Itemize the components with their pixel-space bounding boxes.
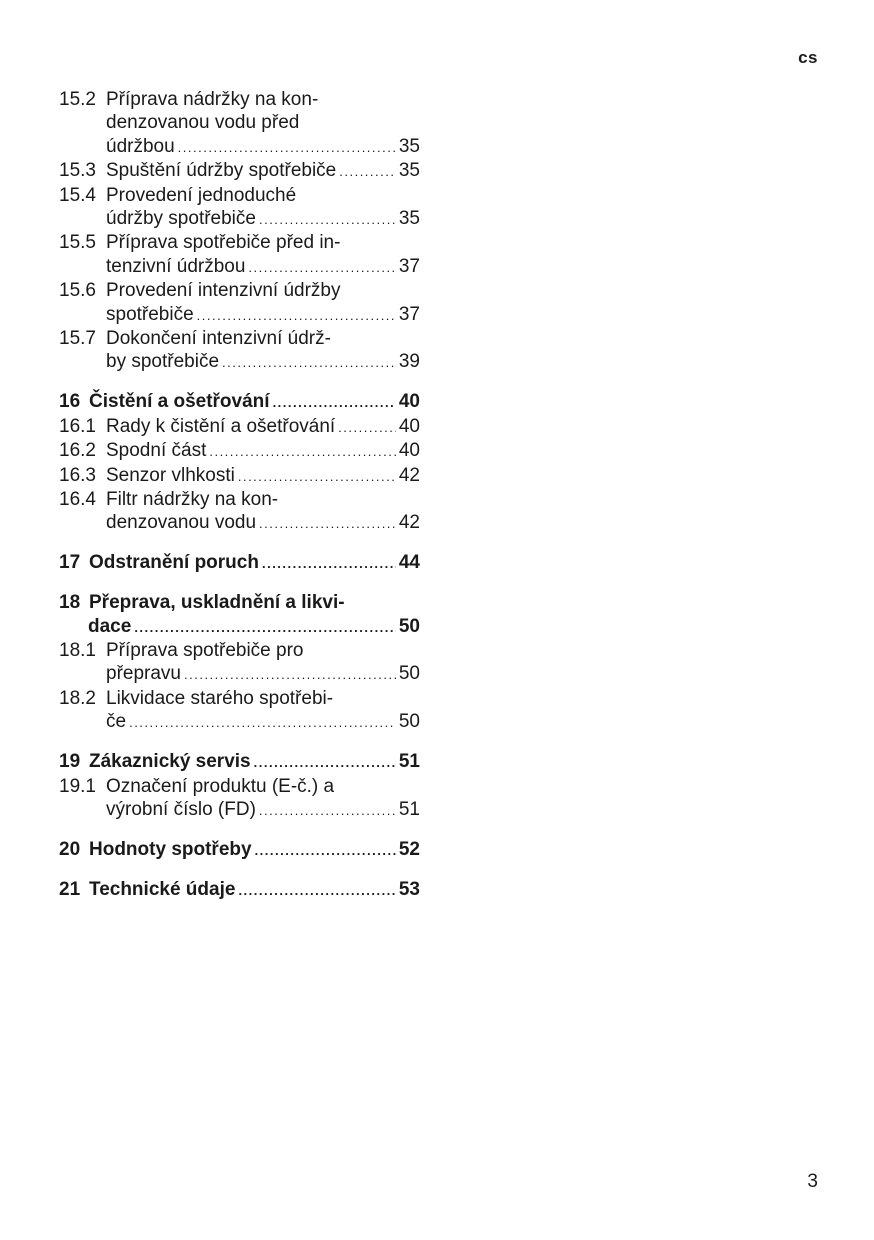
toc-title: Dokončení intenzivní údrž- bbox=[106, 328, 331, 350]
toc-chapter[interactable] bbox=[59, 838, 420, 862]
toc-title: by spotřebiče bbox=[106, 351, 220, 373]
toc-section[interactable] bbox=[59, 184, 420, 232]
toc-page-number: 37 bbox=[398, 303, 420, 325]
toc-section[interactable] bbox=[59, 639, 420, 687]
toc-number: 19.1 bbox=[59, 775, 96, 797]
toc-title: výrobní číslo (FD) bbox=[106, 798, 256, 820]
toc-title: Provedení jednoduché bbox=[106, 184, 297, 206]
toc-section[interactable] bbox=[59, 279, 420, 327]
toc-line bbox=[59, 615, 420, 639]
toc-chapter[interactable] bbox=[59, 750, 420, 774]
toc-title: Příprava spotřebiče pro bbox=[106, 640, 304, 662]
toc-title: Provedení intenzivní údržby bbox=[106, 280, 341, 302]
toc-leader-dots bbox=[178, 136, 396, 159]
toc-number: 17 bbox=[59, 552, 81, 574]
toc-page-number: 35 bbox=[398, 135, 420, 157]
toc-section[interactable] bbox=[59, 88, 420, 159]
toc-number: 15.4 bbox=[59, 184, 96, 206]
toc-page-number: 40 bbox=[398, 415, 420, 437]
toc-page-number: 35 bbox=[398, 160, 420, 182]
toc-number: 21 bbox=[59, 878, 81, 900]
toc-section[interactable] bbox=[59, 488, 420, 536]
toc-number: 19 bbox=[59, 751, 81, 773]
toc-line bbox=[59, 88, 420, 111]
toc-section[interactable] bbox=[59, 687, 420, 735]
toc-chapter[interactable] bbox=[59, 390, 420, 414]
toc-page-number: 51 bbox=[398, 798, 420, 820]
toc-number: 18 bbox=[59, 592, 81, 614]
toc-title: přepravu bbox=[106, 663, 181, 685]
toc-leader-dots bbox=[259, 512, 396, 535]
toc-section[interactable] bbox=[59, 464, 420, 488]
toc-line bbox=[59, 231, 420, 254]
toc-title: údržby spotřebiče bbox=[106, 208, 256, 230]
toc-leader-dots bbox=[259, 799, 396, 822]
language-code: cs bbox=[798, 48, 818, 67]
toc-title: Filtr nádržky na kon- bbox=[106, 489, 279, 510]
toc-line bbox=[59, 710, 420, 734]
toc-number: 16.1 bbox=[59, 415, 96, 437]
toc-title: Rady k čistění a ošetřování bbox=[106, 415, 336, 437]
toc-section[interactable] bbox=[59, 327, 420, 375]
toc-page-number: 40 bbox=[398, 440, 420, 462]
toc-line bbox=[59, 687, 420, 710]
toc-leader-dots bbox=[222, 351, 396, 374]
table-of-contents bbox=[59, 88, 420, 902]
toc-title: Likvidace starého spotřebi- bbox=[106, 687, 334, 709]
toc-page-number: 52 bbox=[398, 838, 420, 860]
toc-title: denzovanou vodu bbox=[106, 512, 257, 534]
toc-line bbox=[59, 350, 420, 374]
toc-title: Hodnoty spotřeby bbox=[89, 838, 252, 860]
toc-title: Označení produktu (E-č.) a bbox=[106, 775, 335, 797]
toc-line bbox=[59, 464, 420, 488]
toc-number: 16.4 bbox=[59, 489, 96, 510]
toc-line bbox=[59, 878, 420, 902]
toc-leader-dots bbox=[134, 616, 396, 639]
toc-page-number: 50 bbox=[398, 711, 420, 733]
toc-leader-dots bbox=[255, 839, 396, 862]
toc-line bbox=[59, 439, 420, 463]
toc-line bbox=[59, 838, 420, 862]
toc-number: 16 bbox=[59, 391, 81, 413]
toc-line bbox=[59, 279, 420, 302]
toc-page-number: 44 bbox=[398, 552, 420, 574]
toc-number: 15.6 bbox=[59, 280, 96, 302]
toc-page-number: 51 bbox=[398, 751, 420, 773]
toc-section[interactable] bbox=[59, 415, 420, 439]
toc-title: Senzor vlhkosti bbox=[106, 464, 235, 486]
toc-title: če bbox=[106, 711, 127, 733]
toc-leader-dots bbox=[129, 711, 396, 734]
toc-number: 18.2 bbox=[59, 687, 96, 709]
page-number: 3 bbox=[807, 1171, 818, 1192]
toc-line bbox=[59, 488, 420, 511]
toc-title: tenzivní údržbou bbox=[106, 255, 246, 277]
toc-line bbox=[59, 750, 420, 774]
toc-title: dace bbox=[88, 615, 132, 637]
toc-line bbox=[59, 639, 420, 662]
toc-line bbox=[59, 184, 420, 207]
toc-title: Zákaznický servis bbox=[89, 751, 251, 773]
toc-page-number: 50 bbox=[398, 663, 420, 685]
toc-page-number: 42 bbox=[398, 464, 420, 486]
toc-section[interactable] bbox=[59, 775, 420, 823]
toc-section[interactable] bbox=[59, 231, 420, 279]
toc-line bbox=[59, 390, 420, 414]
toc-page-number: 53 bbox=[398, 878, 420, 900]
toc-chapter[interactable] bbox=[59, 551, 420, 575]
toc-title: Odstranění poruch bbox=[89, 552, 259, 574]
toc-page-number: 50 bbox=[398, 615, 420, 637]
toc-page-number: 35 bbox=[398, 208, 420, 230]
toc-chapter[interactable] bbox=[59, 878, 420, 902]
toc-page-number: 42 bbox=[398, 512, 420, 534]
toc-leader-dots bbox=[254, 751, 396, 774]
toc-number: 16.2 bbox=[59, 440, 96, 462]
toc-title: Technické údaje bbox=[89, 878, 236, 900]
toc-number: 15.5 bbox=[59, 232, 96, 254]
toc-title: údržbou bbox=[106, 135, 175, 157]
toc-line bbox=[59, 775, 420, 798]
toc-leader-dots bbox=[339, 160, 396, 183]
toc-leader-dots bbox=[262, 552, 396, 575]
toc-title: Přeprava, uskladnění a likvi- bbox=[89, 592, 345, 614]
toc-line bbox=[59, 798, 420, 822]
toc-title: Spodní část bbox=[106, 440, 207, 462]
toc-number: 20 bbox=[59, 838, 81, 860]
toc-leader-dots bbox=[248, 256, 395, 279]
toc-number: 15.2 bbox=[59, 89, 96, 110]
toc-page-number: 37 bbox=[398, 255, 420, 277]
toc-title: Příprava nádržky na kon- bbox=[106, 89, 319, 110]
toc-line bbox=[59, 511, 420, 535]
toc-leader-dots bbox=[197, 304, 396, 327]
toc-line bbox=[59, 551, 420, 575]
toc-title: Spuštění údržby spotřebiče bbox=[106, 160, 337, 182]
toc-leader-dots bbox=[338, 416, 396, 439]
toc-number: 18.1 bbox=[59, 640, 96, 662]
toc-number: 15.7 bbox=[59, 328, 96, 350]
toc-line bbox=[59, 255, 420, 279]
toc-leader-dots bbox=[273, 391, 396, 414]
toc-line bbox=[59, 662, 420, 686]
toc-page-number: 39 bbox=[398, 351, 420, 373]
toc-line bbox=[59, 303, 420, 327]
toc-leader-dots bbox=[238, 879, 395, 902]
toc-line bbox=[59, 135, 420, 159]
toc-title: denzovanou vodu před bbox=[106, 112, 300, 134]
toc-line bbox=[59, 159, 420, 183]
toc-leader-dots bbox=[184, 663, 396, 686]
toc-leader-dots bbox=[238, 465, 396, 488]
toc-line bbox=[59, 327, 420, 350]
toc-line bbox=[59, 415, 420, 439]
toc-page-number: 40 bbox=[398, 391, 420, 413]
toc-number: 15.3 bbox=[59, 160, 96, 182]
toc-chapter[interactable] bbox=[59, 591, 420, 639]
toc-section[interactable] bbox=[59, 159, 420, 183]
toc-title: Čistění a ošetřování bbox=[89, 391, 270, 413]
toc-line bbox=[59, 207, 420, 231]
toc-section[interactable] bbox=[59, 439, 420, 463]
toc-line bbox=[59, 111, 420, 134]
toc-number: 16.3 bbox=[59, 464, 96, 486]
toc-leader-dots bbox=[209, 440, 396, 463]
toc-title: spotřebiče bbox=[106, 303, 194, 325]
toc-line bbox=[59, 591, 420, 614]
toc-title: Příprava spotřebiče před in- bbox=[106, 232, 341, 254]
toc-leader-dots bbox=[259, 208, 396, 231]
